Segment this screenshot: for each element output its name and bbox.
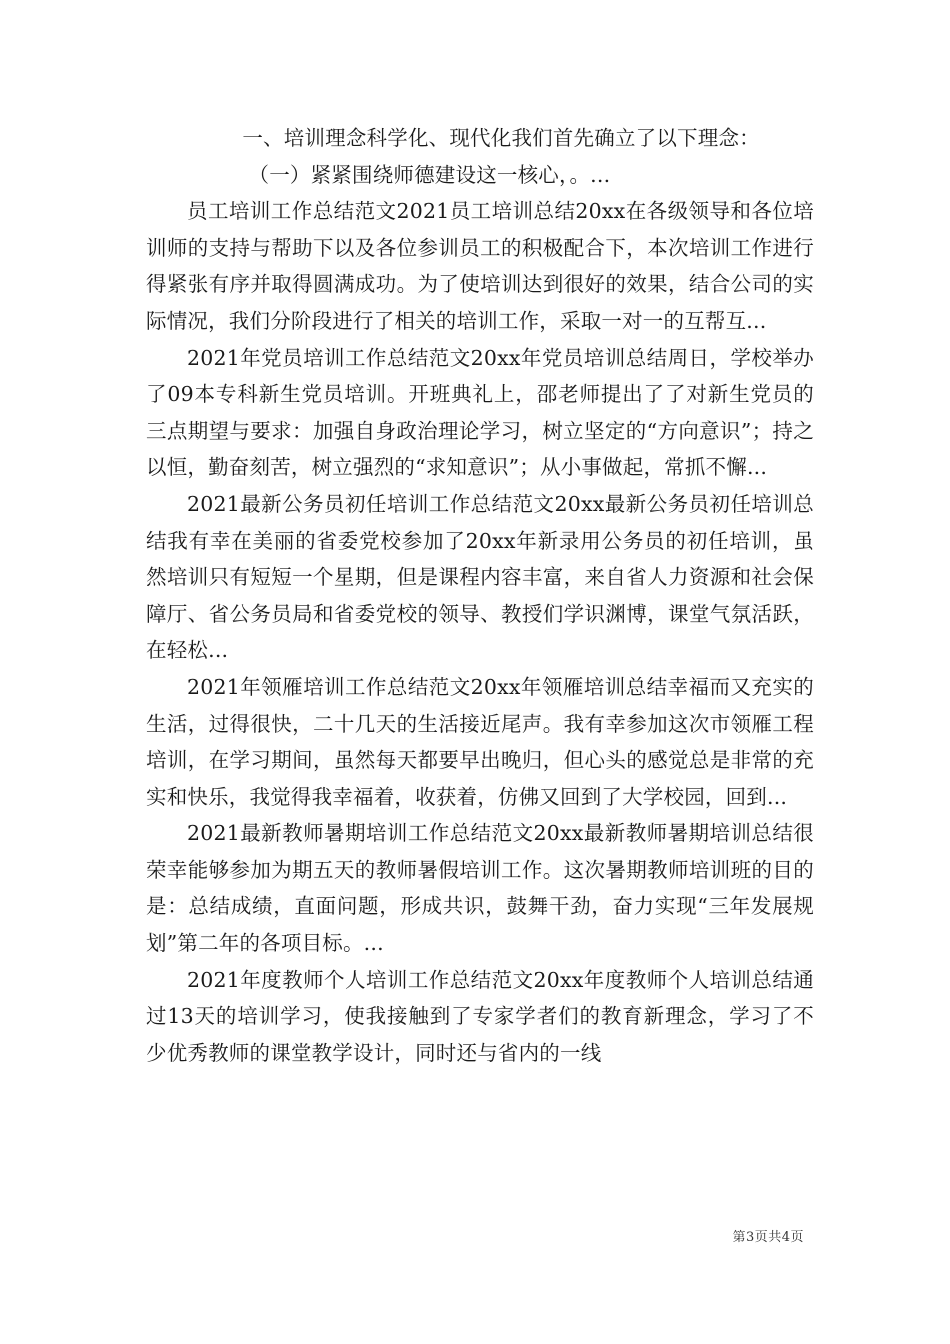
document-body [146, 120, 814, 1071]
page-number-footer: 第3页共4页 [732, 1230, 804, 1245]
paragraph-teacher-personal-training: 2021年度教师个人培训工作总结范文20xx年度教师个人培训总结通过13天的培训学习，使我接触到了专家学者们的教育新理念，学习了不少优秀教师的课堂教学设计，同时还与省内的一线 [146, 967, 814, 1065]
paragraph-party-member-training: 2021年党员培训工作总结范文20xx年党员培训总结周日，学校举办了09本专科新生党员培训。开班典礼上，邵老师提出了了对新生党员的三点期望与要求：加强自身政治理论学习，树立坚定的“方向意识”；持之以恒，勤奋刻苦，树立强烈的“求知意识”；从小事做起，常抓不懈... [146, 345, 814, 480]
paragraph-employee-training: 员工培训工作总结范文2021员工培训总结20xx在各级领导和各位培训师的支持与帮助下以及各位参训员工的积极配合下，本次培训工作进行得紧张有序并取得圆满成功。为了使培训达到很好的效果，结合公司的实际情况，我们分阶段进行了相关的培训工作，采取一对一的互帮互... [146, 199, 814, 333]
paragraph-teacher-summer-training: 2021最新教师暑期培训工作总结范文20xx最新教师暑期培训总结很荣幸能够参加为期五天的教师暑假培训工作。这次暑期教师培训班的目的是：总结成绩，直面问题，形成共识，鼓舞干劲，奋力实现“三年发展规划”第二年的各项目标。... [146, 821, 814, 956]
section-heading: 一、培训理念科学化、现代化我们首先确立了以下理念： [242, 126, 760, 150]
paragraph-civil-servant-training: 2021最新公务员初任培训工作总结范文20xx最新公务员初任培训总结我有幸在美丽的省委党校参加了20xx年新录用公务员的初任培训，虽然培训只有短短一个星期，但是课程内容丰富，来自省人力资源和社会保障厅、省公务员局和省委党校的领导、教授们学识渊博，课堂气氛活跃，在轻松... [146, 491, 814, 663]
paragraph-lingyan-training: 2021年领雁培训工作总结范文20xx年领雁培训总结幸福而又充实的生活，过得很快，二十几天的生活接近尾声。我有幸参加这次市领雁工程培训，在学习期间，虽然每天都要早出晚归，但心头的感觉总是非常的充实和快乐，我觉得我幸福着，收获着，仿佛又回到了大学校园，回到... [146, 674, 814, 809]
subsection-heading: （一）紧紧围绕师德建设这一核心，。... [248, 162, 611, 187]
